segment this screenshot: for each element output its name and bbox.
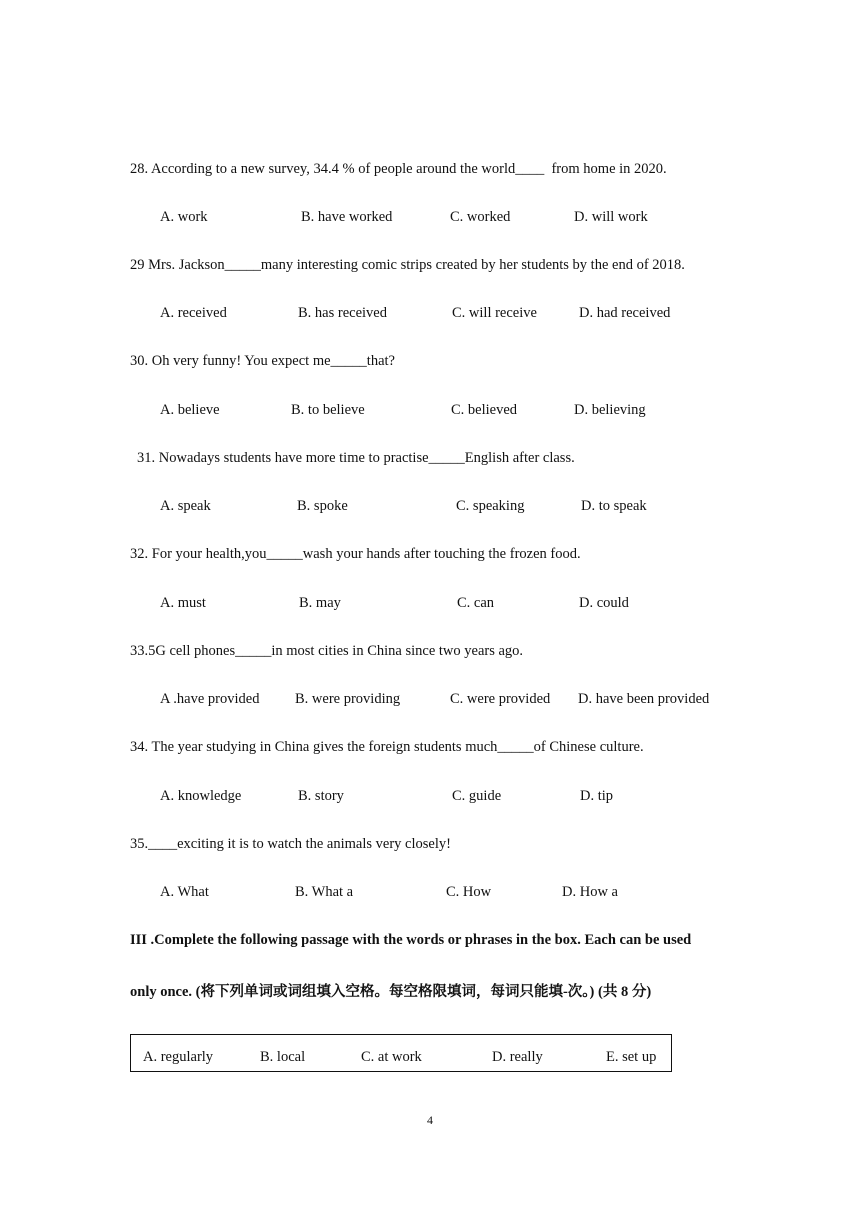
- q31-option-a: A. speak: [160, 498, 211, 514]
- question-33-stem: 33.5G cell phones_____in most cities in China since two years ago.: [130, 643, 524, 659]
- q28-option-b: B. have worked: [301, 209, 393, 225]
- word-box-item-d: D. really: [492, 1049, 543, 1065]
- q28-option-d: D. will work: [574, 209, 648, 225]
- q28-option-a: A. work: [160, 209, 208, 225]
- q33-option-a: A .have provided: [160, 691, 260, 707]
- question-30-stem: 30. Oh very funny! You expect me_____that?: [130, 353, 395, 369]
- word-box-item-b: B. local: [260, 1049, 306, 1065]
- q33-option-d: D. have been provided: [578, 691, 710, 707]
- question-28-stem: 28. According to a new survey, 34.4 % of people around the world____ from home in 2020.: [130, 161, 667, 177]
- q29-option-d: D. had received: [579, 305, 671, 321]
- section-heading-line-1: III .Complete the following passage with the words or phrases in the box. Each can be used: [130, 932, 692, 948]
- q30-option-c: C. believed: [451, 402, 518, 418]
- question-29-stem: 29 Mrs. Jackson_____many interesting comic strips created by her students by the end of 2018.: [130, 257, 685, 273]
- q33-option-c: C. were provided: [450, 691, 551, 707]
- q30-option-a: A. believe: [160, 402, 220, 418]
- q34-option-b: B. story: [298, 788, 344, 804]
- q33-option-b: B. were providing: [295, 691, 401, 707]
- q30-option-d: D. believing: [574, 402, 646, 418]
- q34-option-c: C. guide: [452, 788, 502, 804]
- q32-option-a: A. must: [160, 595, 206, 611]
- section-heading-line-2: only once. (将下列单词或词组填入空格。每空格限填词，每词只能填-次。) (共 8 分): [130, 984, 652, 1000]
- q35-option-d: D. How a: [562, 884, 618, 900]
- q32-option-b: B. may: [299, 595, 341, 611]
- q35-option-a: A. What: [160, 884, 209, 900]
- question-35-stem: 35.____exciting it is to watch the animals very closely!: [130, 836, 451, 852]
- q28-option-c: C. worked: [450, 209, 511, 225]
- question-34-stem: 34. The year studying in China gives the foreign students much_____of Chinese culture.: [130, 739, 644, 755]
- q29-option-b: B. has received: [298, 305, 387, 321]
- word-box-item-e: E. set up: [606, 1049, 657, 1065]
- question-32-stem: 32. For your health,you_____wash your hands after touching the frozen food.: [130, 546, 581, 562]
- q30-option-b: B. to believe: [291, 402, 365, 418]
- q35-option-c: C. How: [446, 884, 492, 900]
- word-box-item-a: A. regularly: [143, 1049, 214, 1065]
- q31-option-d: D. to speak: [581, 498, 647, 514]
- q34-option-a: A. knowledge: [160, 788, 242, 804]
- q29-option-a: A. received: [160, 305, 227, 321]
- q31-option-c: C. speaking: [456, 498, 525, 514]
- page-number: 4: [427, 1113, 433, 1127]
- q35-option-b: B. What a: [295, 884, 354, 900]
- q34-option-d: D. tip: [580, 788, 614, 804]
- word-box-item-c: C. at work: [361, 1049, 422, 1065]
- q32-option-c: C. can: [457, 595, 495, 611]
- q31-option-b: B. spoke: [297, 498, 348, 514]
- q32-option-d: D. could: [579, 595, 629, 611]
- q29-option-c: C. will receive: [452, 305, 537, 321]
- question-31-stem: 31. Nowadays students have more time to practise_____English after class.: [137, 450, 575, 466]
